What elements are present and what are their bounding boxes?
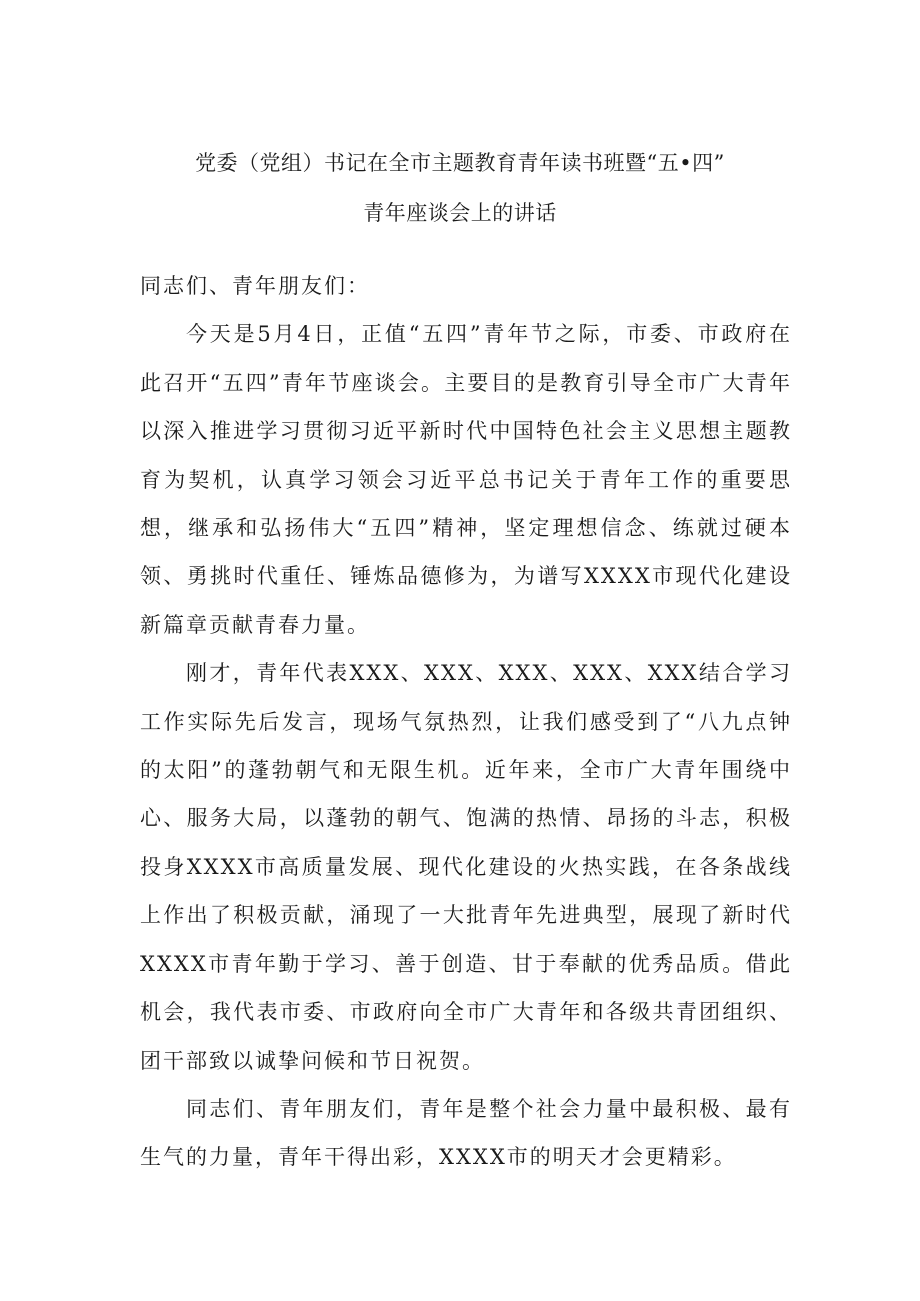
paragraph-1: 今天是5月4日，正值“五四”青年节之际，市委、市政府在此召开“五四”青年节座谈会。主要目的是教育引导全市广大青年以深入推进学习贯彻习近平新时代中国特色社会主义思想主题教育为契机，认真学习领会习近平总书记关于青年工作的重要思想，继承和弘扬伟大“五四”精神，坚定理想信念、练就过硬本领、勇挑时代重任、锤炼品德修为，为谱写XXXX市现代化建设新篇章贡献青春力量。 [140,322,792,637]
document-title-line-1: 党委（党组）书记在全市主题教育青年读书班暨“五•四” [195,151,725,175]
salutation: 同志们、青年朋友们： [140,274,370,298]
document-body [140,262,792,1182]
paragraph-3: 同志们、青年朋友们，青年是整个社会力量中最积极、最有生气的力量，青年干得出彩，XXXX市的明天才会更精彩。 [140,1096,792,1170]
document-title-line-2: 青年座谈会上的讲话 [363,201,557,225]
paragraph-2: 刚才，青年代表XXX、XXX、XXX、XXX、XXX结合学习工作实际先后发言，现场气氛热烈，让我们感受到了“八九点钟的太阳”的蓬勃朝气和无限生机。近年来，全市广大青年围绕中心、服务大局，以蓬勃的朝气、饱满的热情、昂扬的斗志，积极投身XXXX市高质量发展、现代化建设的火热实践，在各条战线上作出了积极贡献，涌现了一大批青年先进典型，展现了新时代XXXX市青年勤于学习、善于创造、甘于奉献的优秀品质。借此机会，我代表市委、市政府向全市广大青年和各级共青团组织、团干部致以诚挚问候和节日祝贺。 [140,661,792,1073]
